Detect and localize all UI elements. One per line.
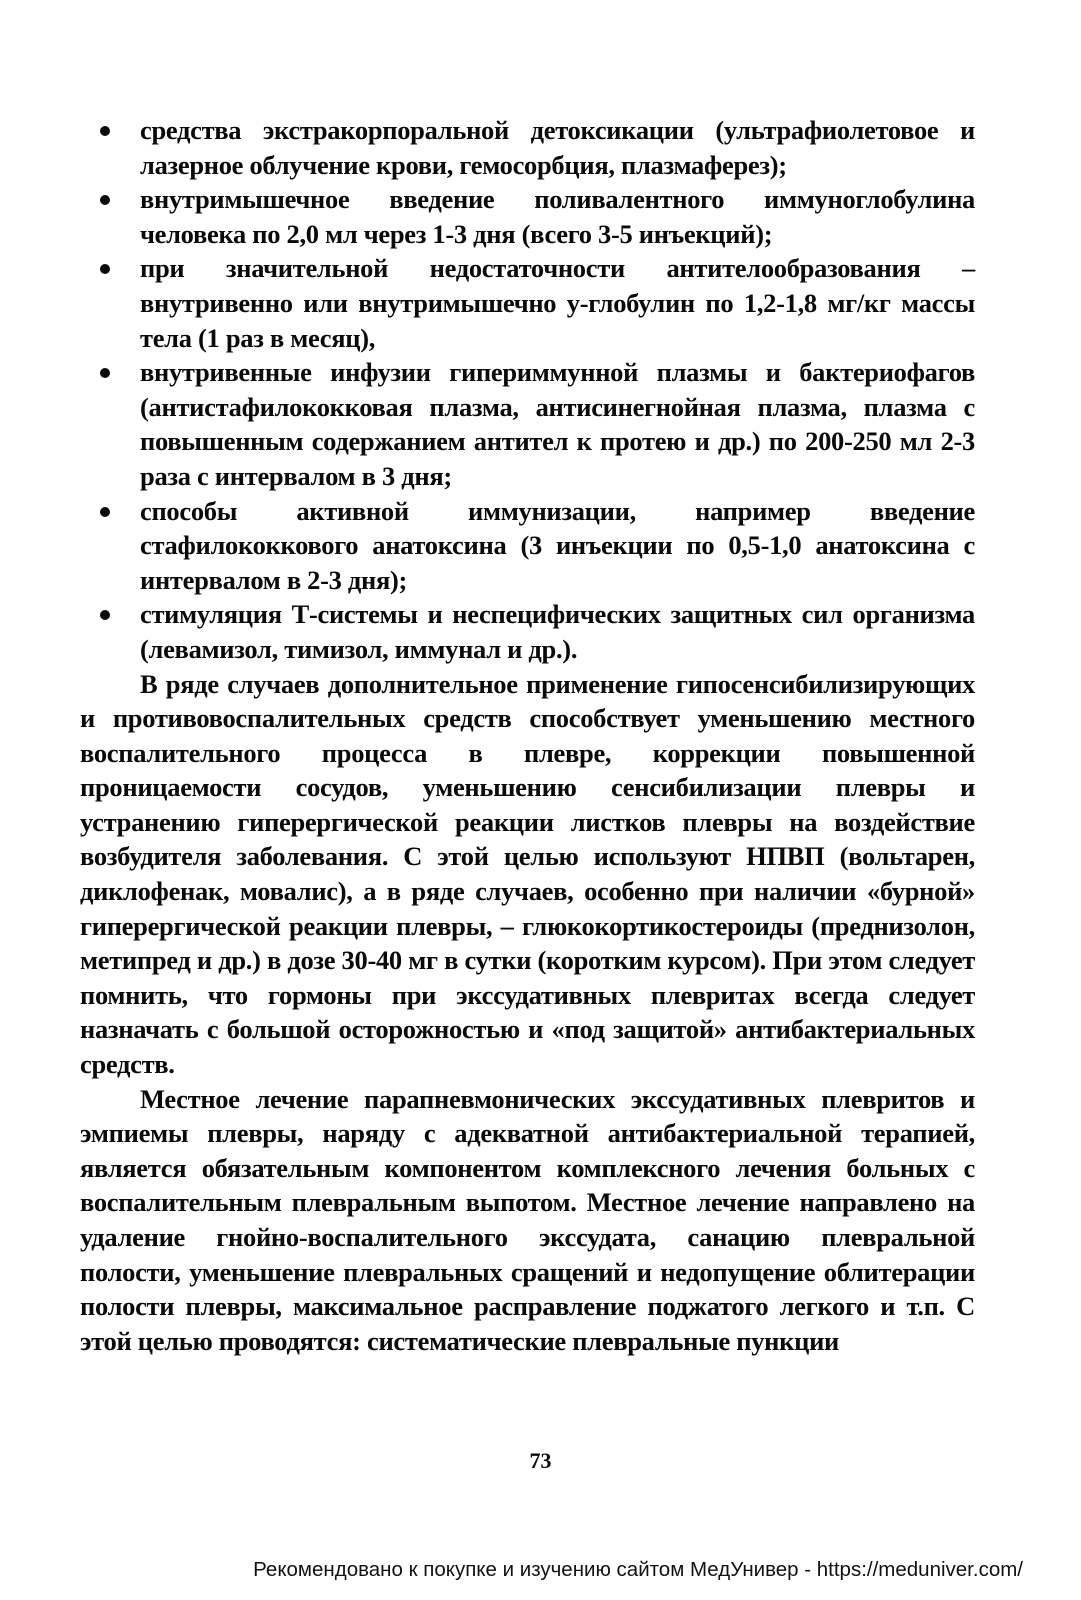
paragraph-antiinflammatory: В ряде случаев дополнительное применение гипосенсибилизирующих и противовоспалительных средств способствует уменьшению местного воспалительного процесса в плевре, коррекции повышенной проницаемости сосудов, уменьшению сенсибилизации плевры и устранению гиперергической реакции листков плевры на воздействие возбудителя заболевания. С этой целью используют НПВП (вольтарен, диклофенак, мовалис), а в ряде случаев, особенно при наличии «бурной» гиперергической реакции плевры, – глюкокортикостероиды (преднизолон, метипред и др.) в дозе 30-40 мг в сутки (коротким курсом). При этом следует помнить, что гормоны при экссудативных плевритах всегда следует назначать с большой осторожностью и «под защитой» антибактериальных средств. <box>80 668 975 1080</box>
list-item-text: средства экстракорпоральной детоксикации (ультрафиолетовое и лазерное облучение крови, гемосорбция, плазмаферез); <box>140 115 975 180</box>
list-item <box>80 113 975 182</box>
list-item-text: при значительной недостаточности антителообразования – внутривенно или внутримышечно у-глобулин по 1,2-1,8 мг/кг массы тела (1 раз в месяц), <box>140 253 975 353</box>
bullet-icon <box>100 368 110 378</box>
bullet-icon <box>100 610 110 620</box>
list-item-text: внутривенные инфузии гипериммунной плазмы и бактериофагов (антистафилококковая плазма, антисинегнойная плазма, плазма с повышенным содержанием антител к протею и др.) по 200-250 мл 2-3 раза с интервалом в 3 дня; <box>140 357 975 491</box>
footer-watermark: Рекомендовано к покупке и изучению сайтом МедУнивер - https://meduniver.com/ <box>253 1558 1023 1581</box>
list-item <box>80 251 975 355</box>
bullet-icon <box>100 126 110 136</box>
list-item <box>80 597 975 666</box>
bullet-icon <box>100 264 110 274</box>
treatment-list <box>80 113 975 667</box>
list-item <box>80 494 975 598</box>
bullet-icon <box>100 507 110 517</box>
list-item-text: способы активной иммунизации, например введение стафилококкового анатоксина (3 инъекции по 0,5-1,0 анатоксина с интервалом в 2-3 дня); <box>140 495 975 595</box>
bullet-icon <box>100 195 110 205</box>
list-item-text: внутримышечное введение поливалентного иммуноглобулина человека по 2,0 мл через 1-3 дня (всего 3-5 инъекций); <box>140 184 975 249</box>
paragraph-local-treatment: Местное лечение парапневмонических экссудативных плевритов и эмпиемы плевры, наряду с адекватной антибактериальной терапией, является обязательным компонентом комплексного лечения больных с воспалительным плевральным выпотом. Местное лечение направлено на удаление гнойно-воспалительного экссудата, санацию плевральной полости, уменьшение плевральных сращений и недопущение облитерации полости плевры, максимальное расправление поджатого легкого и т.п. С этой целью проводятся: систематические плевральные пункции <box>80 1083 975 1356</box>
page-number: 73 <box>529 1448 552 1473</box>
list-item <box>80 182 975 251</box>
list-item <box>80 355 975 493</box>
body-text <box>80 113 975 1358</box>
list-item-text: стимуляция Т-системы и неспецифических защитных сил организма (левамизол, тимизол, иммунал и др.). <box>140 599 975 664</box>
